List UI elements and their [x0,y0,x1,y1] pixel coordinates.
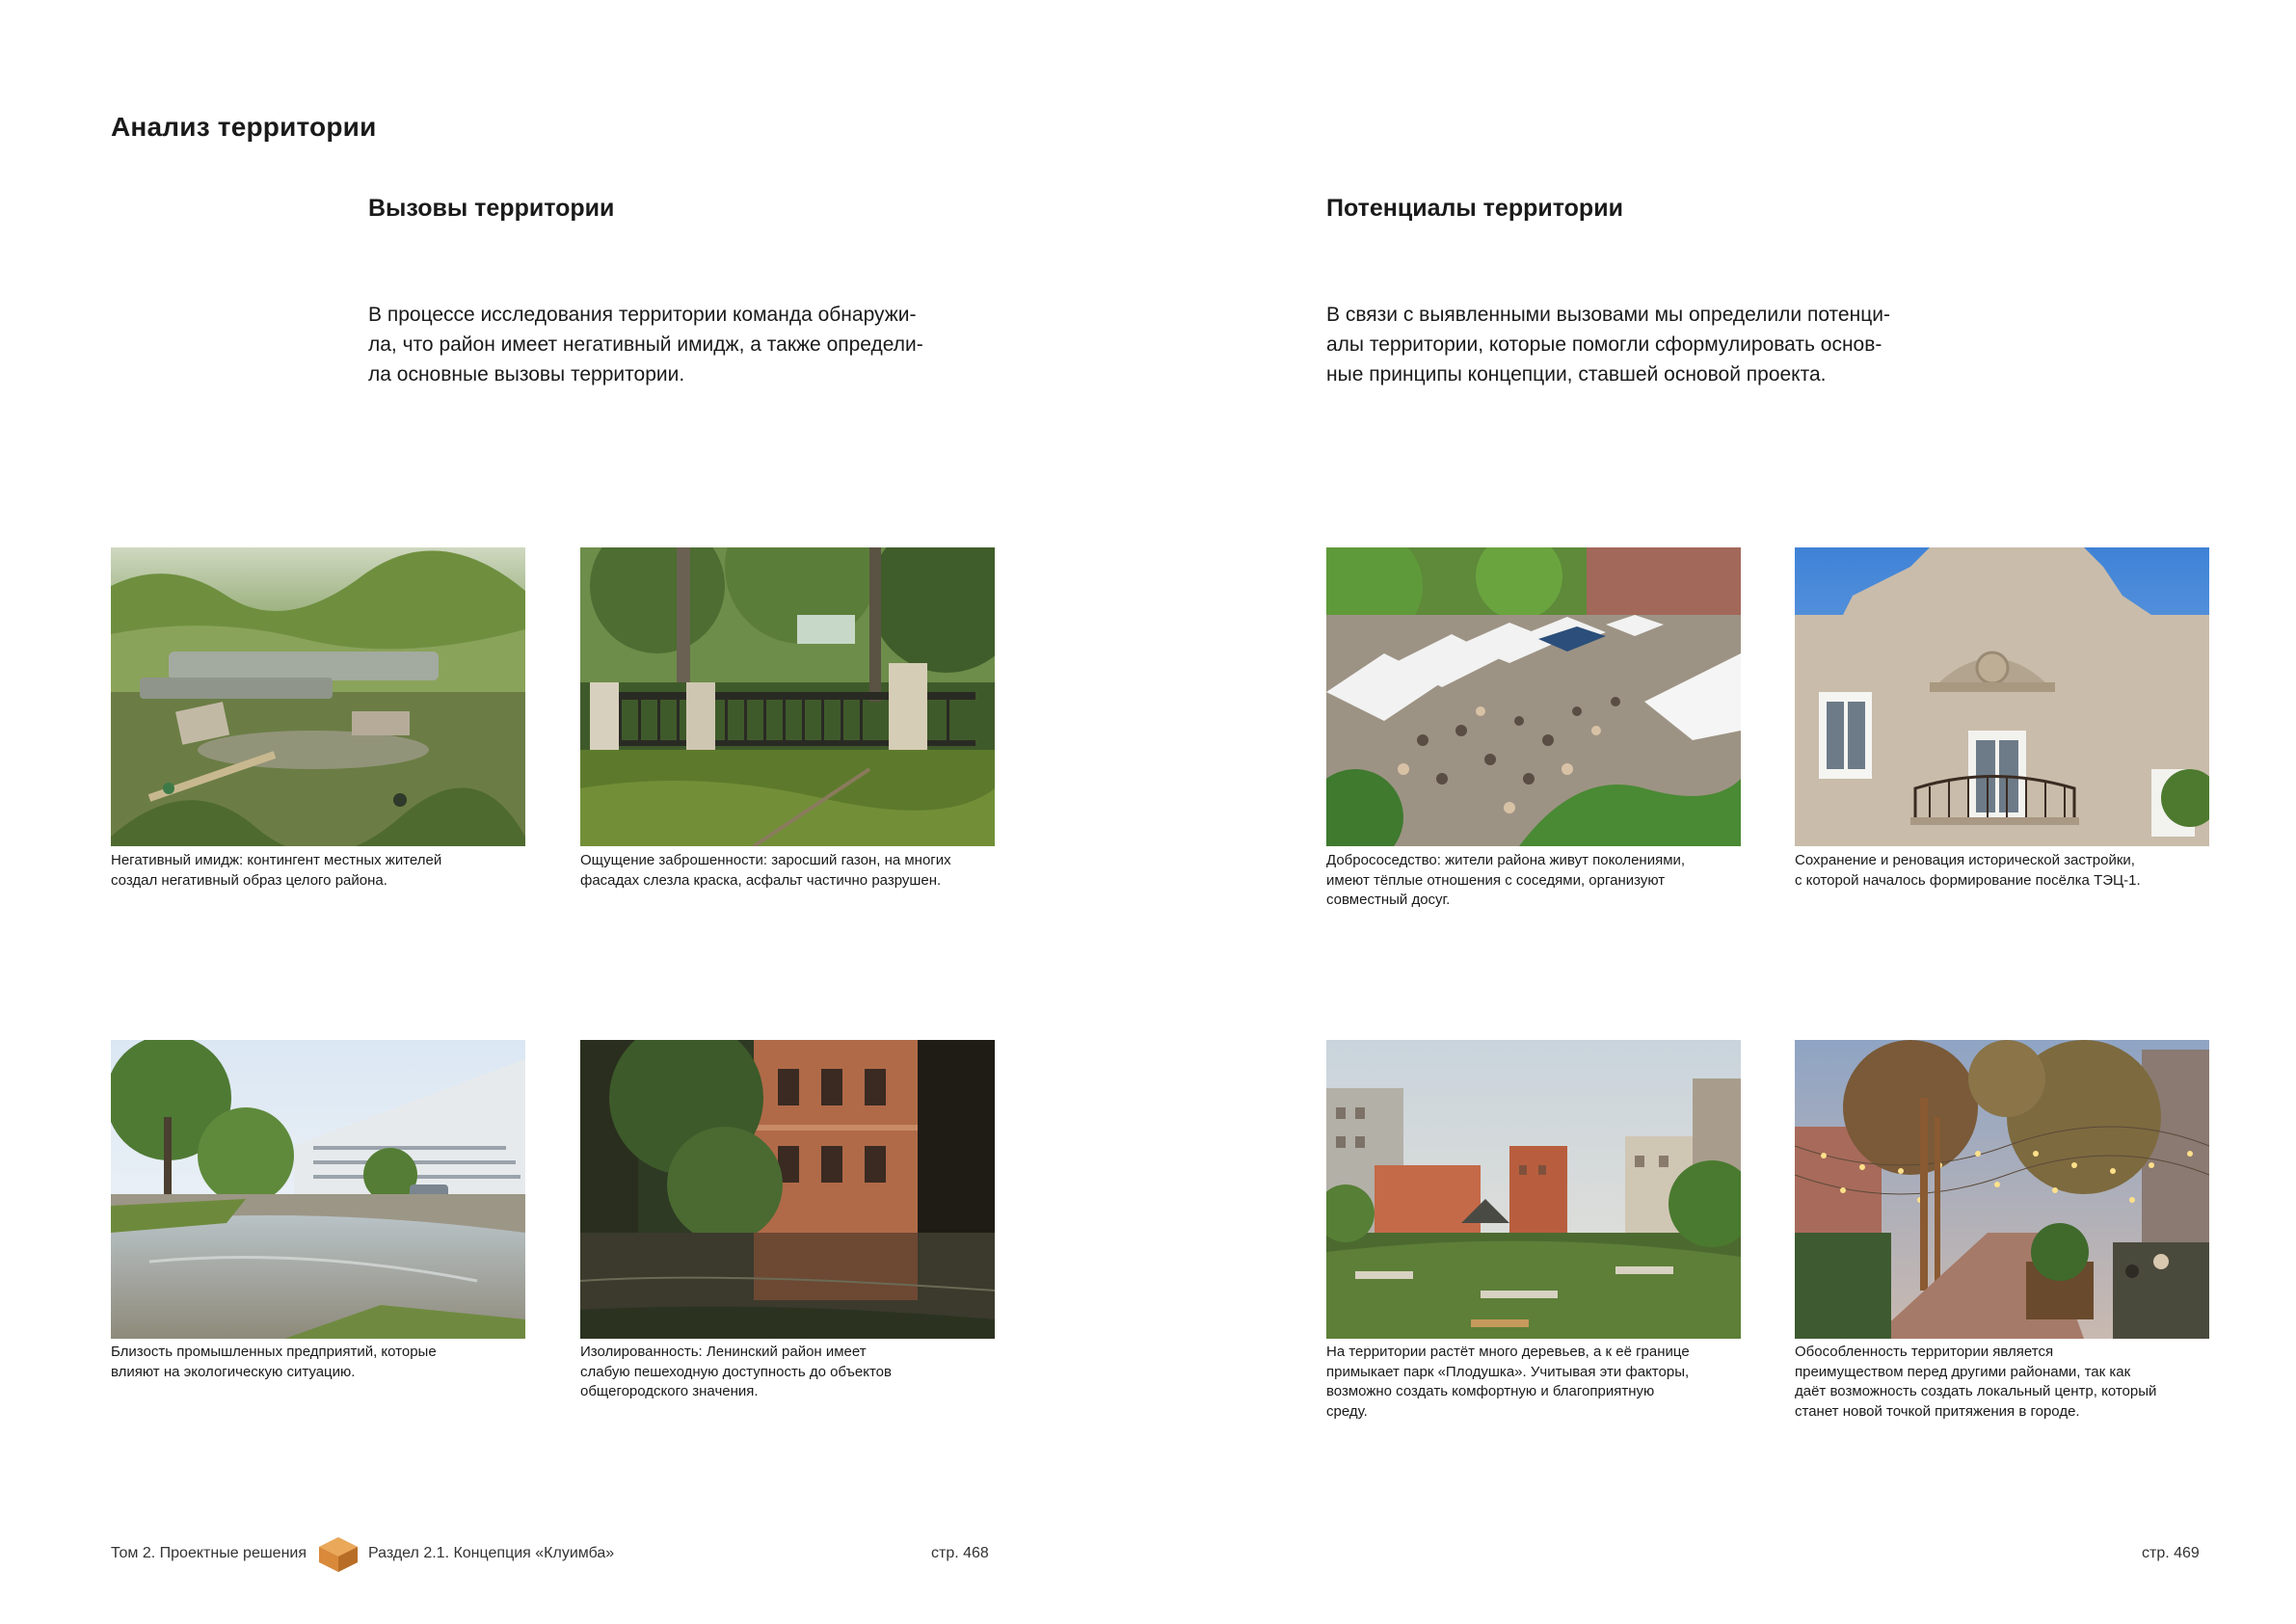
caption-line: влияют на экологическую ситуацию. [111,1363,356,1380]
potentials-intro [1326,300,1962,389]
evening-plaza-lights-photo [1795,1040,2209,1339]
caption-line: Изолированность: Ленинский район имеет [580,1344,867,1360]
caption-line: станет новой точкой притяжения в городе. [1795,1402,2080,1420]
caption-line: Обособленность территории является [1795,1344,2054,1360]
challenges-intro [368,300,1004,389]
footer-volume: Том 2. Проектные решения [111,1545,307,1561]
caption-line: Добрососедство: жители района живут поколениями, [1326,852,1686,868]
caption-line: примыкает парк «Плодушка». Учитывая эти факторы, [1326,1363,1690,1380]
caption-line: Ощущение заброшенности: заросший газон, на многих [580,852,951,868]
caption-line: На территории растёт много деревьев, а к её границе [1326,1344,1690,1360]
historic-facade-balcony-photo [1795,547,2209,846]
intro-line: ла основные вызовы территории. [368,363,685,386]
caption-line: Сохранение и реновация исторической застройки, [1795,852,2135,868]
caption-line: возможно создать комфортную и благоприятную [1326,1383,1655,1399]
intro-line: ла, что район имеет негативный имидж, а также определи- [368,333,923,356]
caption-isolation [580,1343,1009,1402]
caption-line: с которой началось формирование посёлка ТЭЦ-1. [1795,871,2141,889]
caption-line: преимуществом перед другими районами, так как [1795,1363,2131,1380]
caption-line: даёт возможность создать локальный центр, который [1795,1383,2157,1399]
caption-line: Близость промышленных предприятий, которые [111,1344,437,1360]
intro-line: В процессе исследования территории команда обнаружи- [368,304,917,326]
abandoned-fence-photo [580,547,995,846]
caption-line: Негативный имидж: контингент местных жителей [111,852,442,868]
potentials-title: Потенциалы территории [1326,195,1623,222]
footer-section: Раздел 2.1. Концепция «Клуимба» [368,1545,615,1561]
klumba-logo-icon [317,1535,360,1574]
littered-grass-photo [111,547,525,846]
caption-line: совместный досуг. [1326,892,1451,908]
page-title: Анализ территории [111,112,377,142]
caption-negative-image [111,851,540,891]
intro-line: ные принципы концепции, ставшей основой проекта. [1326,363,1827,386]
caption-abandonment [580,851,1009,891]
caption-industrial [111,1343,540,1382]
street-market-crowd-photo [1326,547,1741,846]
caption-line: среду. [1326,1402,1368,1420]
caption-line: слабую пешеходную доступность до объектов [580,1363,892,1380]
green-courtyard-render-photo [1326,1040,1741,1339]
caption-separateness [1795,1343,2224,1422]
caption-greenery [1326,1343,1755,1422]
caption-neighbourliness [1326,851,1755,911]
page-number-right: стр. 469 [2142,1545,2200,1561]
caption-line: создал негативный образ целого района. [111,871,387,889]
challenges-title: Вызовы территории [368,195,615,222]
caption-heritage [1795,851,2224,891]
industrial-street-puddle-photo [111,1040,525,1339]
page-number-left: стр. 468 [931,1545,989,1561]
caption-line: фасадах слезла краска, асфальт частично разрушен. [580,871,942,889]
intro-line: алы территории, которые помогли сформулировать основ- [1326,333,1882,356]
caption-line: общегородского значения. [580,1383,759,1399]
intro-line: В связи с выявленными вызовами мы определили потенци- [1326,304,1890,326]
flooded-brick-building-photo [580,1040,995,1339]
caption-line: имеют тёплые отношения с соседями, организуют [1326,871,1666,889]
